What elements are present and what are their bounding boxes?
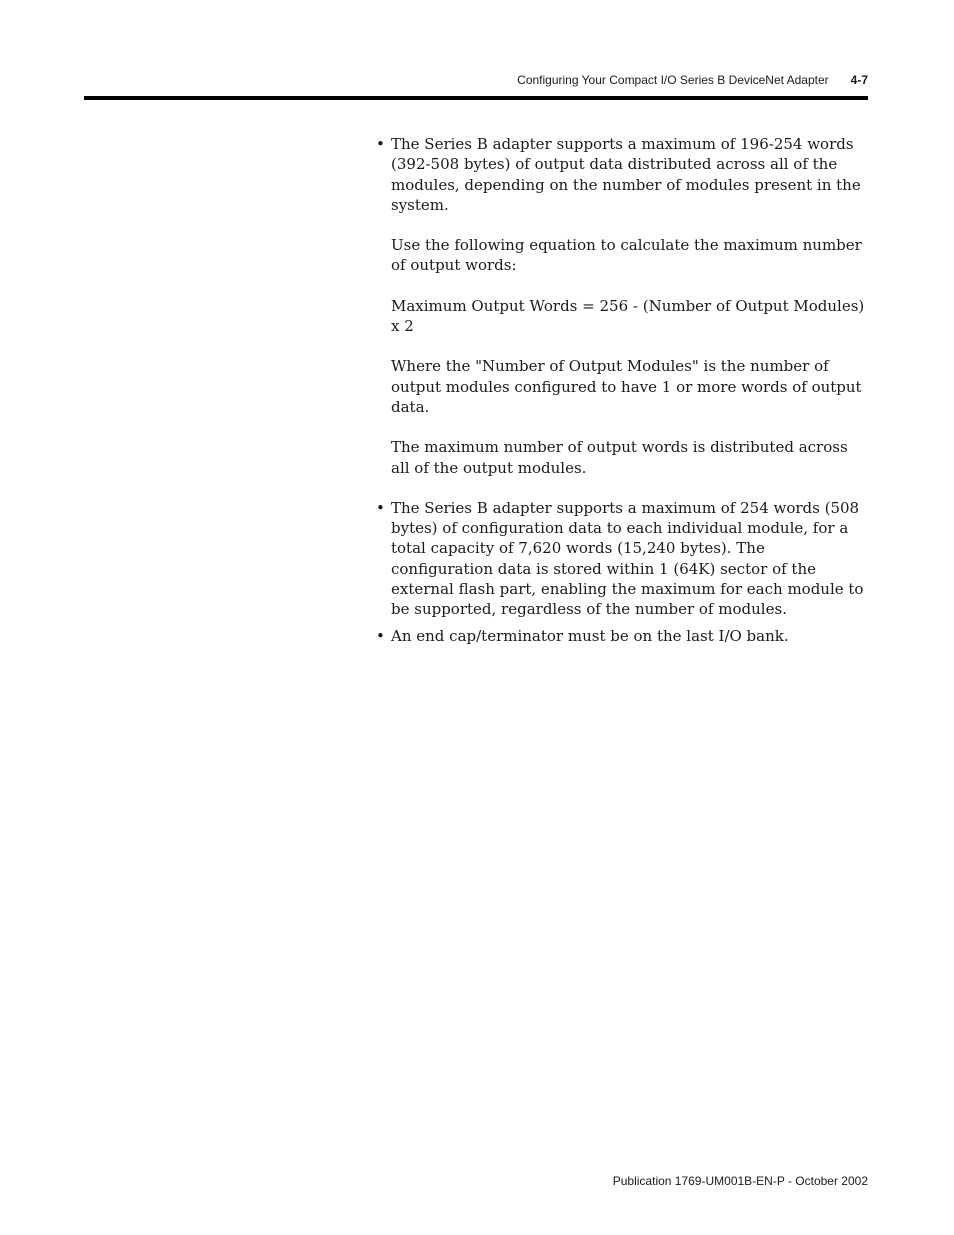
paragraph-equation-intro: Use the following equation to calculate the maximum number of output words: bbox=[391, 236, 862, 275]
bullet-item-end-cap bbox=[376, 626, 868, 646]
header-title: Configuring Your Compact I/O Series B DeviceNet Adapter bbox=[517, 73, 829, 87]
bullet-item-config-data bbox=[376, 498, 868, 620]
paragraph-config-max: The Series B adapter supports a maximum of 254 words (508 bytes) of configuration data to each individual module, for a total capacity of 7,620 words (15,240 bytes). The configuration data is stored within 1 (64K) sector of the external flash part, enabling the maximum for each module to be supported, regardless of the number of modules. bbox=[391, 498, 864, 619]
bullet-item-output-data bbox=[376, 134, 868, 478]
header-rule bbox=[84, 96, 868, 100]
paragraph-end-cap: An end cap/terminator must be on the last I/O bank. bbox=[391, 626, 789, 645]
page-body bbox=[376, 134, 868, 646]
bullet-icon: • bbox=[376, 498, 385, 517]
bullet-icon: • bbox=[376, 135, 385, 153]
paragraph-equation-definition: Where the "Number of Output Modules" is the number of output modules configured to have 1 or more words of output data. bbox=[391, 357, 862, 416]
publication-footer: Publication 1769-UM001B-EN-P - October 2002 bbox=[612, 1174, 868, 1188]
paragraph-distribution: The maximum number of output words is distributed across all of the output modules. bbox=[391, 438, 848, 477]
page-number: 4-7 bbox=[850, 73, 868, 87]
paragraph-equation: Maximum Output Words = 256 - (Number of Output Modules) x 2 bbox=[391, 296, 865, 336]
running-header bbox=[517, 73, 868, 87]
paragraph-output-max: The Series B adapter supports a maximum of 196-254 words (392-508 bytes) of output data distributed across all of the modules, depending on the number of modules present in the system. bbox=[391, 135, 861, 214]
bullet-icon: • bbox=[376, 626, 385, 645]
